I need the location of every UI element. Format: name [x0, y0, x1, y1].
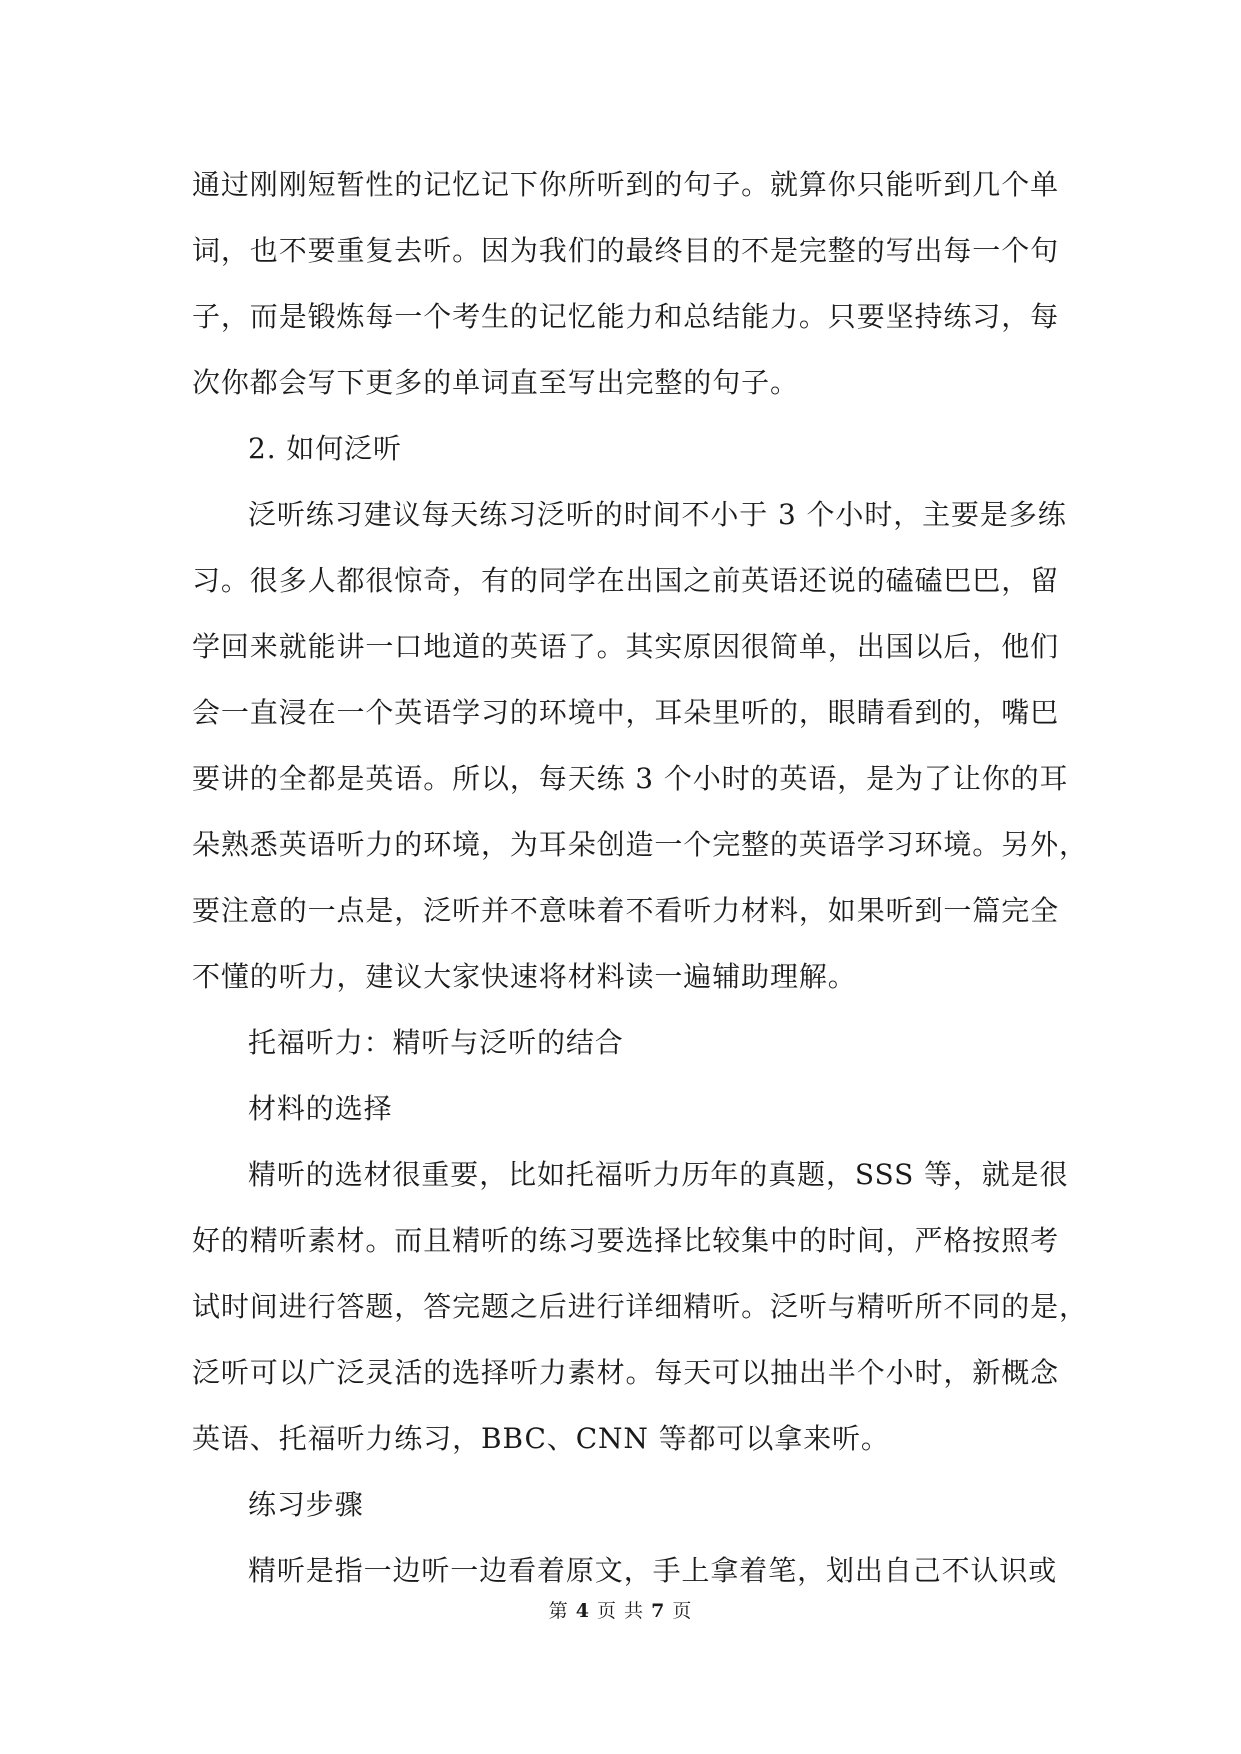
footer-suffix: 页 [672, 1600, 693, 1622]
section-heading: 练习步骤 [248, 1488, 364, 1521]
paragraph-line: 朵熟悉英语听力的环境，为耳朵创造一个完整的英语学习环境。另外， [192, 828, 1088, 861]
footer-middle: 页 共 [596, 1600, 645, 1622]
section-heading: 2. 如何泛听 [248, 432, 402, 465]
paragraph-line: 学回来就能讲一口地道的英语了。其实原因很简单，出国以后，他们 [192, 630, 1060, 663]
paragraph-line: 试时间进行答题，答完题之后进行详细精听。泛听与精听所不同的是， [192, 1290, 1088, 1323]
paragraph-line: 英语、托福听力练习，BBC、CNN 等都可以拿来听。 [192, 1422, 890, 1455]
paragraph-line: 泛听练习建议每天练习泛听的时间不小于 3 个小时，主要是多练 [248, 498, 1067, 531]
paragraph-line: 不懂的听力，建议大家快速将材料读一遍辅助理解。 [192, 960, 857, 993]
paragraph-line: 习。很多人都很惊奇，有的同学在出国之前英语还说的磕磕巴巴，留 [192, 564, 1060, 597]
section-heading: 材料的选择 [248, 1092, 393, 1125]
paragraph-line: 好的精听素材。而且精听的练习要选择比较集中的时间，严格按照考 [192, 1224, 1060, 1257]
paragraph-line: 会一直浸在一个英语学习的环境中，耳朵里听的，眼睛看到的，嘴巴 [192, 696, 1060, 729]
section-heading: 托福听力：精听与泛听的结合 [248, 1026, 624, 1059]
paragraph-line: 泛听可以广泛灵活的选择听力素材。每天可以抽出半个小时，新概念 [192, 1356, 1060, 1389]
paragraph-line: 要讲的全都是英语。所以，每天练 3 个小时的英语，是为了让你的耳 [192, 762, 1069, 795]
paragraph-line: 子，而是锻炼每一个考生的记忆能力和总结能力。只要坚持练习，每 [192, 300, 1060, 333]
page-footer [0, 1596, 1241, 1623]
paragraph-line: 通过刚刚短暂性的记忆记下你所听到的句子。就算你只能听到几个单 [192, 168, 1060, 201]
paragraph-line: 精听是指一边听一边看着原文，手上拿着笔，划出自己不认识或 [248, 1554, 1058, 1587]
paragraph-line: 精听的选材很重要，比如托福听力历年的真题，SSS 等，就是很 [248, 1158, 1069, 1191]
paragraph-line: 词，也不要重复去听。因为我们的最终目的不是完整的写出每一个句 [192, 234, 1060, 267]
footer-prefix: 第 [548, 1600, 569, 1622]
document-body [192, 152, 1088, 1604]
paragraph-line: 要注意的一点是，泛听并不意味着不看听力材料，如果听到一篇完全 [192, 894, 1060, 927]
total-page-number: 7 [651, 1600, 666, 1622]
paragraph-line: 次你都会写下更多的单词直至写出完整的句子。 [192, 366, 799, 399]
current-page-number: 4 [575, 1600, 590, 1622]
